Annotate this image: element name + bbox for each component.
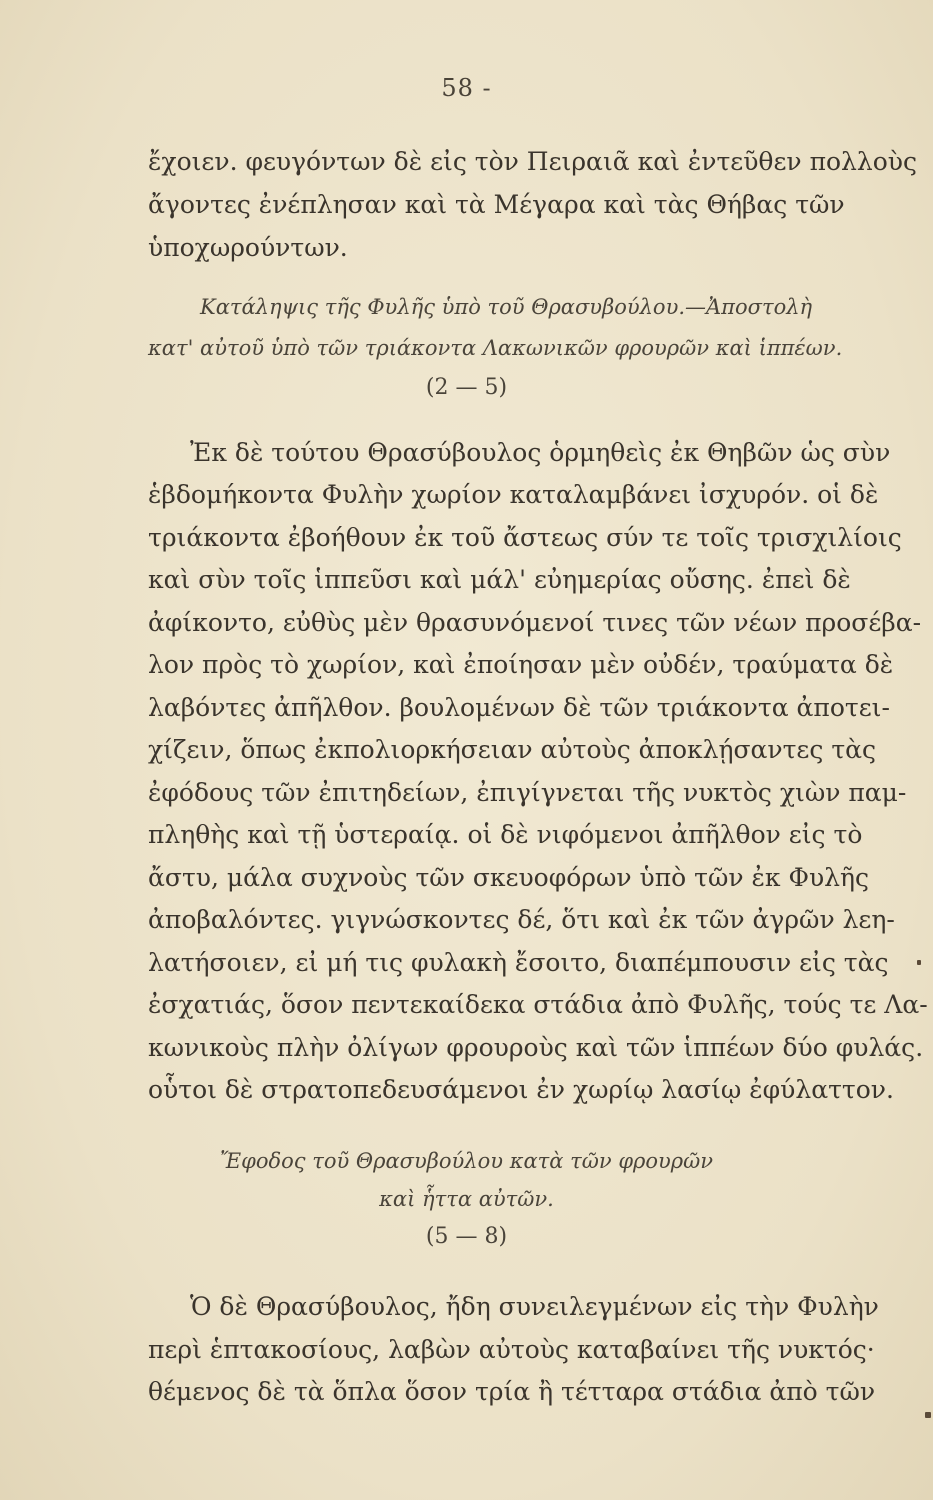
text-line: καὶ σὺν τοῖς ἱππεῦσι καὶ μάλ' εὐημερίας οὔσης. ἐπεὶ δὲ [148,565,851,594]
section-heading: κατ' αὐτοῦ ὑπὸ τῶν τριάκοντα Λακωνικῶν φρουρῶν καὶ ἱππέων. [148,336,843,360]
text-line: ἄστυ, μάλα συχνοὺς τῶν σκευοφόρων ὑπὸ τῶν ἐκ Φυλῆς [148,863,870,892]
section-heading: Ἔφοδος τοῦ Θρασυβούλου κατὰ τῶν φρουρῶν [219,1149,714,1173]
text-line: χίζειν, ὅπως ἐκπολιορκήσειαν αὐτοὺς ἀποκλῄσαντες τὰς [148,735,877,764]
text-line: ἔχοιεν. φευγόντων δὲ εἰς τὸν Πειραιᾶ καὶ ἐντεῦθεν πολλοὺς [148,147,917,176]
page-number: 58 - [441,74,492,102]
ink-speck [917,960,921,965]
text-line: πληθὴς καὶ τῇ ὑστεραίᾳ. οἱ δὲ νιφόμενοι ἀπῆλθον εἰς τὸ [148,820,863,849]
section-reference: (5 — 8) [425,1224,508,1249]
text-line: ἀφίκοντο, εὐθὺς μὲν θρασυνόμενοί τινες τῶν νέων προσέβα- [148,608,922,637]
text-line: ἀποβαλόντες. γιγνώσκοντες δέ, ὅτι καὶ ἐκ τῶν ἀγρῶν λεη- [148,905,895,934]
text-line: λον πρὸς τὸ χωρίον, καὶ ἐποίησαν μὲν οὐδέν, τραύματα δὲ [148,650,894,679]
text-line: κωνικοὺς πλὴν ὀλίγων φρουροὺς καὶ τῶν ἱππέων δύο φυλάς. [148,1033,924,1062]
text-line: ἐφόδους τῶν ἐπιτηδείων, ἐπιγίγνεται τῆς νυκτὸς χιὼν παμ- [148,778,907,807]
text-line: περὶ ἑπτακοσίους, λαβὼν αὐτοὺς καταβαίνει τῆς νυκτός· [148,1335,875,1364]
text-line: ὑποχωρούντων. [148,233,348,262]
section-heading: καὶ ἧττα αὐτῶν. [379,1187,554,1211]
section-heading: Κατάληψις τῆς Φυλῆς ὑπὸ τοῦ Θρασυβούλου.—Ἀποστολὴ [200,295,813,319]
text-line: ἐσχατιάς, ὅσον πεντεκαίδεκα στάδια ἀπὸ Φυλῆς, τούς τε Λα- [148,990,928,1019]
text-line: Ἐκ δὲ τούτου Θρασύβουλος ὁρμηθεὶς ἐκ Θηβῶν ὡς σὺν [190,438,891,467]
text-line: λαβόντες ἀπῆλθον. βουλομένων δὲ τῶν τριάκοντα ἀποτει- [148,693,890,722]
text-line: λατήσοιεν, εἰ μή τις φυλακὴ ἔσοιτο, διαπέμπουσιν εἰς τὰς [148,948,889,977]
text-line: ἄγοντες ἐνέπλησαν καὶ τὰ Μέγαρα καὶ τὰς Θήβας τῶν [148,190,845,219]
section-reference: (2 — 5) [425,375,508,400]
ink-speck [925,1412,931,1418]
text-line: οὗτοι δὲ στρατοπεδευσάμενοι ἐν χωρίῳ λασίῳ ἐφύλαττον. [148,1075,894,1104]
text-line: Ὁ δὲ Θρασύβουλος, ἤδη συνειλεγμένων εἰς τὴν Φυλὴν [190,1292,879,1321]
text-line: ἑβδομήκοντα Φυλὴν χωρίον καταλαμβάνει ἰσχυρόν. οἱ δὲ [148,480,879,509]
text-line: θέμενος δὲ τὰ ὅπλα ὅσον τρία ἢ τέτταρα στάδια ἀπὸ τῶν [148,1377,876,1406]
text-line: τριάκοντα ἐβοήθουν ἐκ τοῦ ἄστεως σύν τε τοῖς τρισχιλίοις [148,523,902,552]
